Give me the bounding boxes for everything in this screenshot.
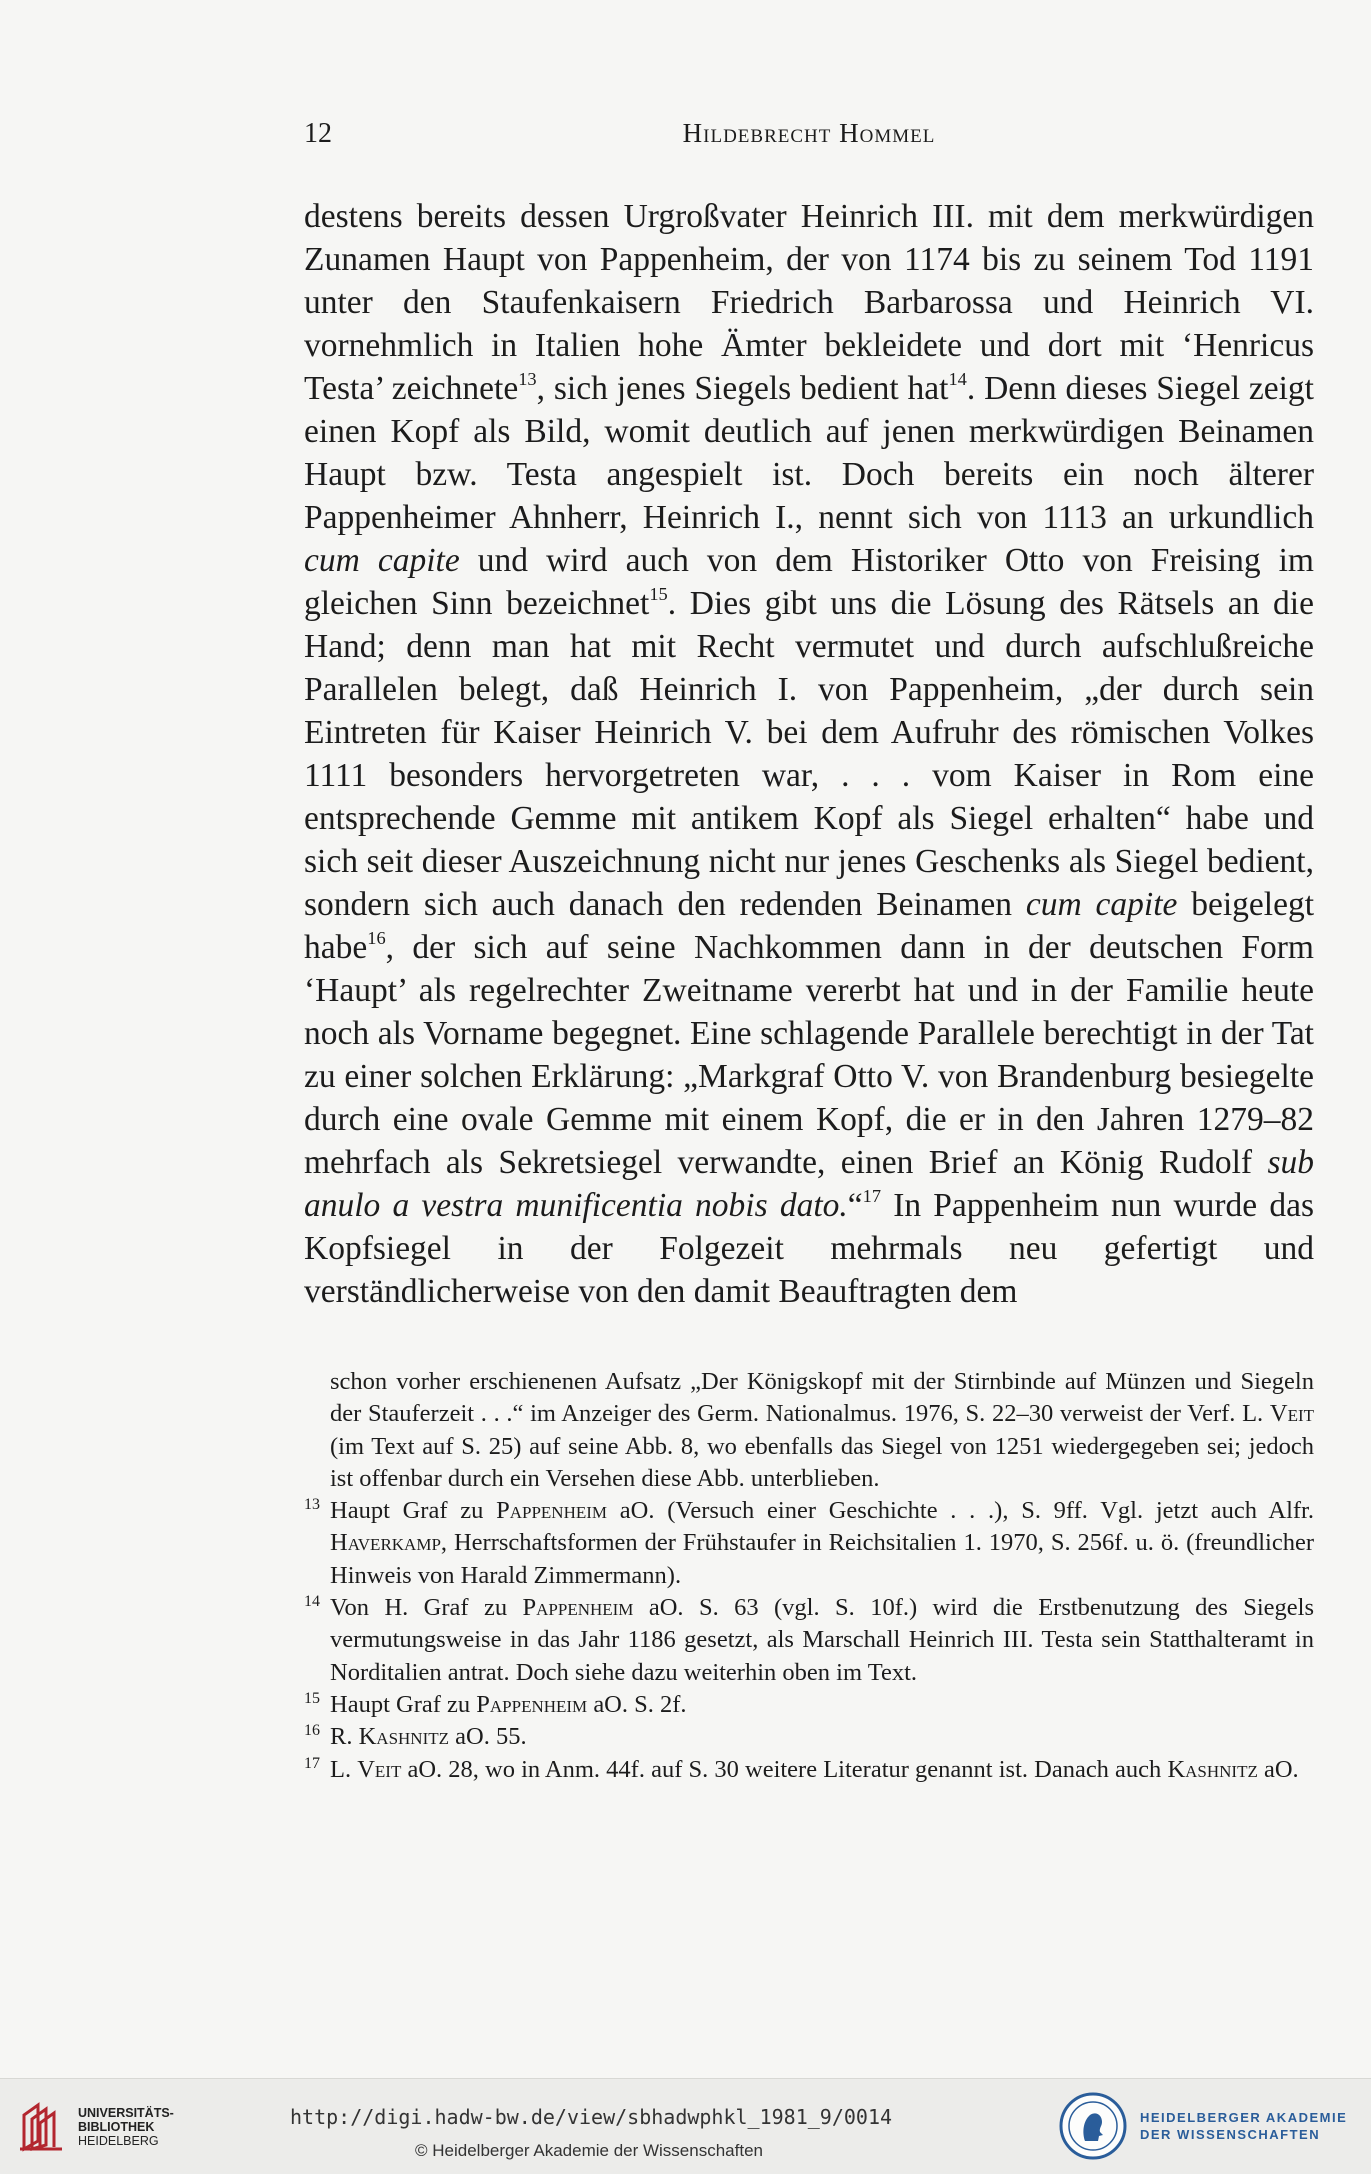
text-run: In Pappenheim nun wurde das Kopfsiegel in der Folgezeit mehrmals neu gefertigt und verständlicherweise von den damit Beauftragten dem <box>304 1187 1314 1310</box>
text-run: Haupt Graf zu <box>330 1497 497 1525</box>
text-run: aO. (Versuch einer Geschichte . . .), S. 9ff. Vgl. jetzt auch Alfr. <box>607 1497 1314 1525</box>
text-run: aO. <box>1257 1755 1299 1783</box>
footnotes <box>304 1366 1314 1786</box>
footnote-ref-17[interactable]: 17 <box>862 1186 882 1207</box>
italic-phrase: sub anulo a vestra munificentia nobis dato. <box>304 1144 1314 1224</box>
text-run: aO. 28, wo in Anm. 44f. auf S. 30 weitere Literatur genannt ist. Danach auch <box>401 1755 1168 1783</box>
footnote-ref-14[interactable]: 14 <box>948 369 967 390</box>
text-run: , der sich auf seine Nachkommen dann in der deutschen Form ‘Haupt’ als regelrechter Zweitname vererbt hat und in der Familie heute noch als Vorname begegnet. Eine schlagende Parallele berechtigt in der Tat zu einer solchen Erklärung: „Markgraf Otto V. von Brandenburg besiegelte durch eine ovale Gemme mit einem Kopf, die er in den Jahren 1279–82 mehrfach als Sekretsiegel verwandte, einen Brief an König Rudolf <box>304 929 1314 1181</box>
footnote-15 <box>304 1689 1314 1721</box>
text-run: schon vorher erschienenen Aufsatz „Der Königskopf mit der Stirnbinde auf Münzen und Siegeln der Stauferzeit . . .“ im Anzeiger des Germ. Nationalmus. 1976, S. 22–30 verweist der Verf. L. <box>330 1368 1314 1428</box>
text-run: R. <box>330 1723 359 1751</box>
academy-name-line: HEIDELBERGER AKADEMIE <box>1140 2110 1348 2125</box>
footnote-continuation <box>304 1366 1314 1495</box>
author-name: Veit <box>357 1755 402 1783</box>
author-name: Haverkamp <box>330 1529 441 1557</box>
library-name-line: HEIDELBERG <box>78 2134 159 2148</box>
italic-phrase: cum capite <box>304 542 460 579</box>
footnote-number: 16 <box>304 1722 320 1740</box>
text-run: aO. 55. <box>449 1723 527 1751</box>
copyright-notice: © Heidelberger Akademie der Wissenschaften <box>415 2141 763 2160</box>
footnote-13 <box>304 1495 1314 1592</box>
text-run: . Dies gibt uns die Lösung des Rätsels an die Hand; denn man hat mit Recht vermutet und durch aufschlußreiche Parallelen belegt, daß Heinrich I. von Pappenheim, „der durch sein Eintreten für Kaiser Heinrich V. bei dem Aufruhr des römischen Volkes 1111 besonders hervorgetreten war, . . . vom Kaiser in Rom eine entsprechende Gemme mit antikem Kopf als Siegel erhalten“ habe und sich seit dieser Auszeichnung nicht nur jenes Geschenks als Siegel bedient, sondern sich auch danach den redenden Beinamen <box>304 585 1314 923</box>
footnote-number: 15 <box>304 1689 320 1707</box>
university-library-name <box>78 2106 174 2148</box>
text-run: aO. S. 63 (vgl. S. 10f.) wird die Erstbenutzung des Siegels vermutungsweise in das Jahr 1186 gesetzt, als Marschall Heinrich III. Testa sein Statthalteramt in Norditalien antrat. Doch siehe dazu weiterhin oben im Text. <box>330 1594 1314 1686</box>
university-library-logo-icon[interactable] <box>16 2101 68 2153</box>
text-run: . Denn dieses Siegel zeigt einen Kopf als Bild, womit deutlich auf jenen merkwürdigen Beinamen Haupt bzw. Testa angespielt ist. Doch bereits ein noch älterer Pappenheimer Ahnherr, Heinrich I., nennt sich von 1113 an urkundlich <box>304 370 1314 536</box>
text-run: destens bereits dessen Urgroßvater Heinrich III. mit dem merkwürdigen Zunamen Haupt von Pappenheim, der von 1174 bis zu seinem Tod 1191 unter den Staufenkaisern Friedrich Barbarossa und Heinrich VI. vornehmlich in Italien hohe Ämter bekleidete und dort mit ‘Henricus Testa’ zeichnete <box>304 198 1314 407</box>
author-name: Pappenheim <box>496 1497 608 1525</box>
footnote-ref-13[interactable]: 13 <box>518 369 537 390</box>
text-run: beigelegt habe <box>304 886 1314 966</box>
text-run: , Herrschaftsformen der Frühstaufer in Reichsitalien 1. 1970, S. 256f. u. ö. (freundlicher Hinweis von Harald Zimmermann). <box>330 1529 1314 1589</box>
footnote-ref-15[interactable]: 15 <box>649 584 668 605</box>
viewer-footer <box>0 2078 1371 2174</box>
italic-phrase: cum capite <box>1025 886 1178 923</box>
author-name: Kashnitz <box>1167 1755 1258 1783</box>
text-run: Haupt Graf zu <box>330 1690 477 1718</box>
footnote-number: 13 <box>304 1496 320 1514</box>
academy-name-line: DER WISSENSCHAFTEN <box>1140 2127 1321 2142</box>
main-text <box>304 195 1314 1313</box>
library-name-line: BIBLIOTHEK <box>78 2120 155 2134</box>
footnote-14 <box>304 1592 1314 1689</box>
text-run: L. <box>330 1755 358 1783</box>
text-run: (im Text auf S. 25) auf seine Abb. 8, wo ebenfalls das Siegel von 1251 wiedergegeben sei; jedoch ist offenbar durch ein Versehen diese Abb. unterblieben. <box>330 1432 1314 1492</box>
text-run: “ <box>847 1187 863 1224</box>
body-paragraph <box>304 195 1314 1313</box>
library-name-line: UNIVERSITÄTS- <box>78 2106 174 2120</box>
author-name: Veit <box>1269 1400 1314 1428</box>
author-name: Pappenheim <box>476 1690 588 1718</box>
permalink-url[interactable]: http://digi.hadw-bw.de/view/sbhadwphkl_1981_9/0014 <box>290 2105 893 2129</box>
page-header <box>304 118 1314 158</box>
footnote-17 <box>304 1754 1314 1786</box>
footnote-number: 14 <box>304 1593 320 1611</box>
author-name: Pappenheim <box>522 1594 634 1622</box>
page-number: 12 <box>304 118 332 149</box>
text-run: , sich jenes Siegels bedient hat <box>536 370 949 407</box>
academy-name <box>1140 2109 1347 2143</box>
academy-seal-icon[interactable] <box>1058 2091 1128 2161</box>
footnote-number: 17 <box>304 1754 320 1772</box>
footnote-ref-16[interactable]: 16 <box>367 928 386 949</box>
text-run: aO. S. 2f. <box>587 1690 687 1718</box>
text-run: und wird auch von dem Historiker Otto von Freising im gleichen Sinn bezeichnet <box>304 542 1314 622</box>
text-run: Von H. Graf zu <box>330 1594 523 1622</box>
footnote-16 <box>304 1721 1314 1753</box>
running-title: Hildebrecht Hommel <box>682 118 936 148</box>
author-name: Kashnitz <box>358 1723 450 1751</box>
